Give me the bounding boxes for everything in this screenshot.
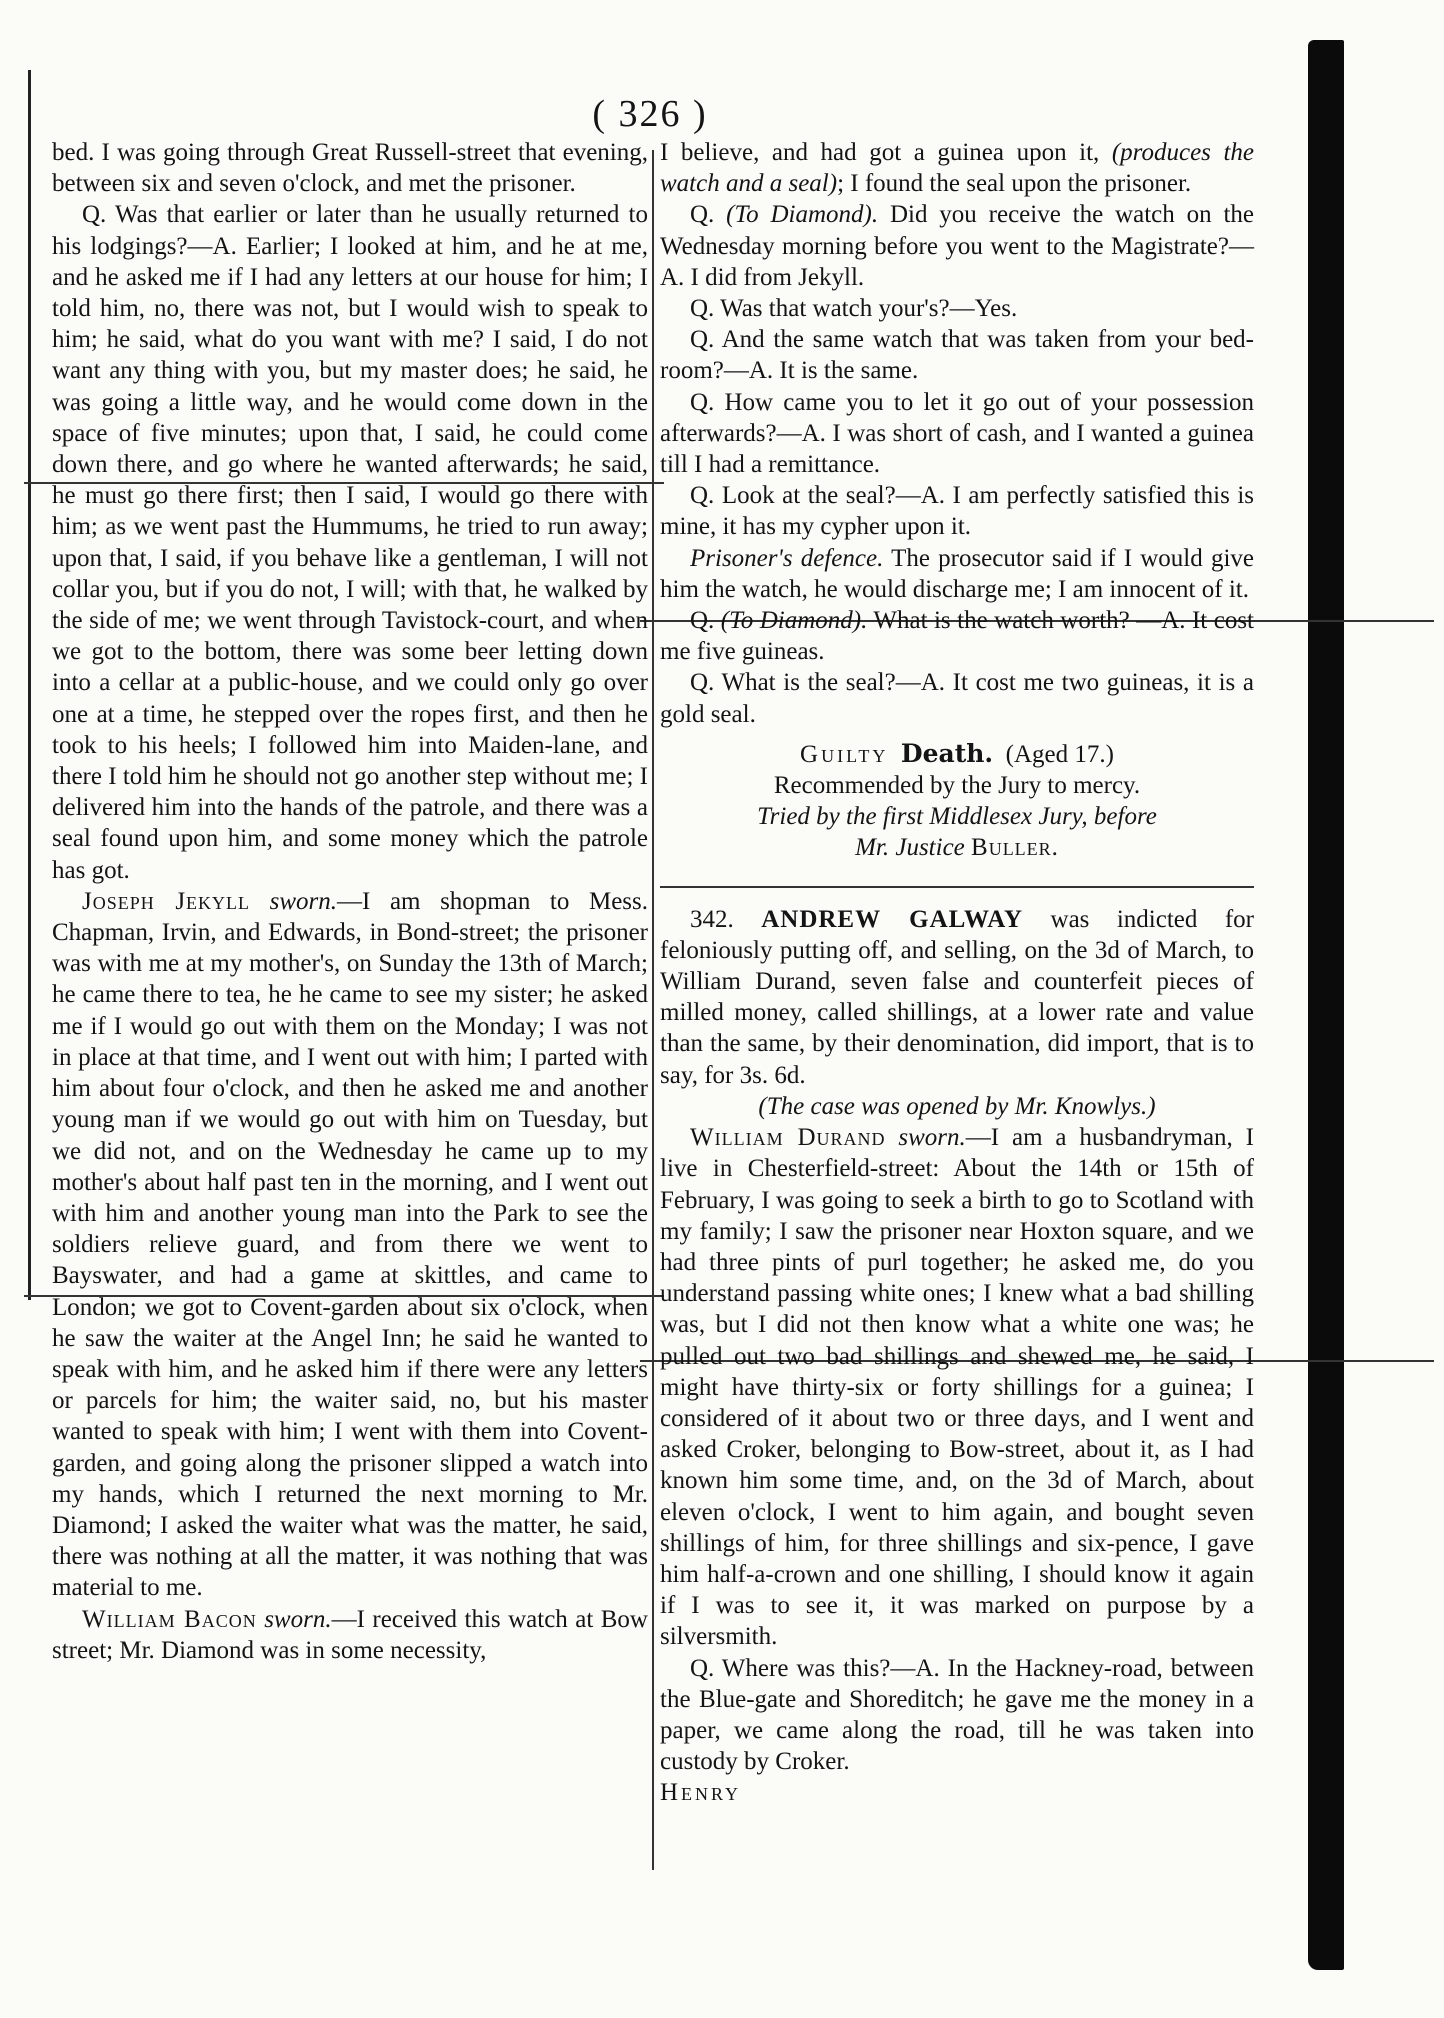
sworn-label: sworn. xyxy=(264,1605,332,1633)
defence-label: Prisoner's defence. xyxy=(690,544,884,572)
text: Mr. Justice xyxy=(855,834,965,862)
catchword: Henry xyxy=(660,1779,742,1807)
text: What is the watch worth? —A. It cost me five guineas. xyxy=(660,607,1254,666)
stage-note: (To Diamond). xyxy=(720,607,868,635)
text: ; I found the seal upon the prisoner. xyxy=(837,170,1192,198)
stage-note: (To Diamond). xyxy=(726,201,879,229)
testimony-jekyll xyxy=(52,886,648,1604)
sworn-label: sworn. xyxy=(269,887,338,915)
case-indictment xyxy=(660,904,1254,1091)
paragraph xyxy=(660,137,1254,199)
paragraph: Q. How came you to let it go out of your possession afterwards?—A. I was short of cash, and I wanted a guinea till I had a remittance. xyxy=(660,388,1254,479)
recommendation: Recommended by the Jury to mercy. xyxy=(773,772,1141,800)
paragraph: Q. And the same watch that was taken from your bed-room?—A. It is the same. xyxy=(660,326,1254,385)
testimony-text: —I am a husbandryman, I live in Chesterfield-street: About the 14th or 15th of February, I was going to seek a birth to go to Scotland with my family; I saw the prisoner near Hoxton square, and we had three pints of purl together; he asked me, do you understand passing white ones; I knew what a bad shilling was, but I did not then know what a white one was; he pulled out two bad shillings and shewed me, he said, I might have thirty-six or forty shillings for a guinea; I considered of it about two or three days, and I went and asked Croker, belonging to Bow-street, about it, as I had known him some time, and, on the 3d of March, about eleven o'clock, I went to him again, and bought seven shillings of him, for three shillings and six-pence, I gave him half-a-crown and one shilling, I should know it again if I was to see it, it was marked on purpose by a silversmith. xyxy=(660,1124,1255,1651)
page-number: ( 326 ) xyxy=(592,93,708,135)
verdict-death: Death. xyxy=(900,738,994,768)
tried-by-judge xyxy=(660,832,1254,863)
witness-name: William Bacon xyxy=(82,1605,257,1633)
testimony-bacon xyxy=(52,1604,648,1666)
stage-note: (produces the watch and a seal) xyxy=(660,139,1254,198)
binding-shadow xyxy=(1308,40,1344,1970)
judge-name: Buller. xyxy=(971,834,1059,862)
paragraph: Q. Where was this?—A. In the Hackney-road, between the Blue-gate and Shoreditch; he gave me the money in a paper, we came along the road, till he was taken into custody by Croker. xyxy=(660,1654,1254,1776)
testimony-durand xyxy=(660,1122,1254,1652)
text: Q. xyxy=(690,607,715,635)
paragraph xyxy=(660,543,1254,605)
sworn-label: sworn. xyxy=(898,1124,966,1152)
verdict-guilty: Guilty xyxy=(800,740,889,768)
paragraph: Q. Was that earlier or later than he usually returned to his lodgings?—A. Earlier; I looked at him, and he at me, and he asked me if I had any letters at our house for him; I told him, no, there was not, but I would wish to speak to him; he said, what do you want with me? I said, I do not want any thing with you, but my master does; he said, he was going a little way, and he would come down in the space of five minutes; upon that, I said, he could come down there, and go where he wanted afterwards; he said, he must go there first; then I said, I would go there with him; as we went past the Hummums, he tried to run away; upon that, I said, if you behave like a gentleman, I will not collar you, but if you do not, I will; with that, he walked by the side of me; we went through Tavistock-court, and when we got to the bottom, there was some beer letting down into a cellar at a public-house, and we could only go over one at a time, he stepped over the ropes first, and then he took to his heels; I followed him into Maiden-lane, and there I told him he should not go another step without me; I delivered him into the hands of the patrole, and there was a seal found upon him, and some money which the patrole has got. xyxy=(52,201,648,884)
case-number: 342. xyxy=(690,905,734,933)
witness-name: William Durand xyxy=(690,1124,886,1152)
verdict-age: (Aged 17.) xyxy=(1005,740,1114,768)
tried-by: Tried by the first Middlesex Jury, before xyxy=(757,803,1157,831)
case-separator xyxy=(660,886,1254,888)
text: Did you receive the watch on the Wednesday morning before you went to the Magistrate?—A. I did from Jekyll. xyxy=(660,201,1254,291)
testimony-text: —I am shopman to Mess. Chapman, Irvin, and Edwards, in Bond-street; the prisoner was with me at my mother's, on Sunday the 13th of March; he came there to tea, he he came to see my sister; he asked me if I would go out with them on the Monday; I was not in place at that time, and I went out with him; I parted with him about four o'clock, and then he asked me and another young man if we would go out with him on Tuesday, but we did not, and on the Wednesday he came up to my mother's about half past ten in the morning, and I went out with him and another young man into the Park to see the soldiers relieve guard, and from there we went to Bayswater, and had a game at skittles, and came to London; we got to Covent-garden about six o'clock, when he saw the waiter at the Angel Inn; he said he wanted to speak with him, and he asked him if there were any letters or parcels for him; the waiter said, no, but his master wanted to speak with him; I went with them into Covent-garden, and going along the prisoner slipped a watch into my hands, which I returned the next morning to Mr. Diamond; I asked the waiter what was the matter, he said, there was nothing at all the matter, it was nothing that was material to me. xyxy=(52,887,648,1602)
text: I believe, and had got a guinea upon it, xyxy=(660,139,1100,166)
column-divider xyxy=(652,150,654,1870)
left-column xyxy=(52,137,648,1666)
paragraph xyxy=(660,199,1254,293)
testimony-text: —I received this watch at Bow street; Mr. Diamond was in some necessity, xyxy=(52,1605,648,1664)
defendant-name: ANDREW GALWAY xyxy=(761,905,1024,933)
text: The prosecutor said if I would give him the watch, he would discharge me; I am innocent of it. xyxy=(660,544,1254,603)
paragraph: Q. Was that watch your's?—Yes. xyxy=(690,295,1018,323)
text: Q. xyxy=(690,201,715,229)
paragraph: bed. I was going through Great Russell-street that evening, between six and seven o'clock, and met the prisoner. xyxy=(52,139,648,198)
verdict xyxy=(660,738,1254,770)
paragraph: Q. Look at the seal?—A. I am perfectly satisfied this is mine, it has my cypher upon it. xyxy=(660,482,1254,541)
text: was indicted for feloniously putting off, and selling, on the 3d of March, to William Durand, seven false and counterfeit pieces of milled money, called shillings, at a lower rate and value than the same, by their denomination, did import, that is to say, for 3s. 6d. xyxy=(660,905,1255,1089)
case-opened: (The case was opened by Mr. Knowlys.) xyxy=(758,1092,1156,1120)
paragraph xyxy=(660,605,1254,667)
right-column xyxy=(660,137,1254,1809)
paragraph: Q. What is the seal?—A. It cost me two guineas, it is a gold seal. xyxy=(660,669,1254,728)
margin-edge-mark xyxy=(28,70,31,1300)
witness-name: Joseph Jekyll xyxy=(82,887,251,915)
